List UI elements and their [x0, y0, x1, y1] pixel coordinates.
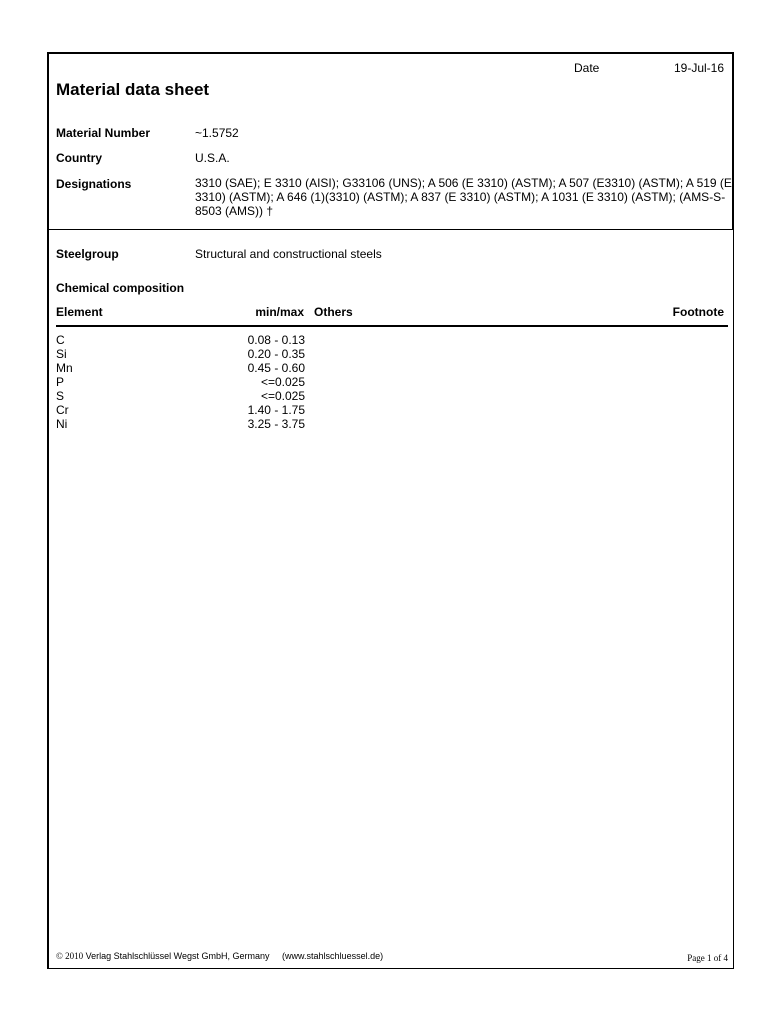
table-header-rule: [56, 325, 728, 327]
table-row: [56, 333, 306, 347]
table-row: [56, 375, 306, 389]
element-cell: Cr: [56, 403, 69, 417]
designations-value: 3310 (SAE); E 3310 (AISI); G33106 (UNS); A 506 (E 3310) (ASTM); A 507 (E3310) (ASTM); A 519 (E 3310) (ASTM); A 646 (1)(3310) (ASTM); A 837 (E 3310) (ASTM); A 1031 (E 3310) (ASTM); (AMS-S-8503 (AMS)) †: [195, 176, 732, 218]
publisher-website: (www.stahlschluessel.de): [282, 951, 384, 961]
material-number-value: ~1.5752: [195, 126, 239, 140]
date-value: 19-Jul-16: [674, 61, 725, 75]
minmax-cell: 0.45 - 0.60: [247, 361, 305, 375]
material-number-label: Material Number: [56, 126, 151, 140]
element-cell: Ni: [56, 417, 68, 431]
minmax-cell: 1.40 - 1.75: [247, 403, 305, 417]
date-label: Date: [574, 61, 600, 75]
element-cell: Si: [56, 347, 67, 361]
country-label: Country: [56, 151, 102, 165]
element-cell: P: [56, 375, 65, 389]
column-header-others: Others: [314, 305, 353, 319]
table-row: [56, 403, 306, 417]
steelgroup-label: Steelgroup: [56, 247, 119, 261]
column-header-minmax: min/max: [255, 305, 304, 319]
table-row: [56, 389, 306, 403]
column-header-footnote: Footnote: [672, 305, 724, 319]
minmax-cell: 0.20 - 0.35: [247, 347, 305, 361]
chemical-composition-title: Chemical composition: [56, 281, 185, 295]
footer-copyright: [56, 951, 383, 962]
minmax-cell: <=0.025: [260, 375, 305, 389]
composition-table: [56, 333, 306, 431]
designations-label: Designations: [56, 177, 132, 191]
column-header-element: Element: [56, 305, 103, 319]
table-row: [56, 417, 306, 431]
element-cell: C: [56, 333, 65, 347]
element-cell: Mn: [56, 361, 73, 375]
country-value: U.S.A.: [195, 151, 230, 165]
page-frame-right-lower: [733, 230, 734, 969]
header-separator: [49, 229, 734, 230]
copyright-year: © 2010: [56, 951, 84, 961]
page-title: Material data sheet: [56, 80, 210, 99]
minmax-cell: <=0.025: [260, 389, 305, 403]
page-frame-bottom: [47, 968, 733, 969]
minmax-cell: 0.08 - 0.13: [247, 333, 305, 347]
table-row: [56, 361, 306, 375]
page-frame-left: [47, 52, 49, 969]
steelgroup-value: Structural and constructional steels: [195, 247, 382, 261]
minmax-cell: 3.25 - 3.75: [247, 417, 305, 431]
element-cell: S: [56, 389, 65, 403]
page-frame-top: [47, 52, 734, 54]
page-number: Page 1 of 4: [687, 953, 728, 963]
publisher-name: Verlag Stahlschlüssel Wegst GmbH, Germany: [85, 951, 270, 961]
table-row: [56, 347, 306, 361]
